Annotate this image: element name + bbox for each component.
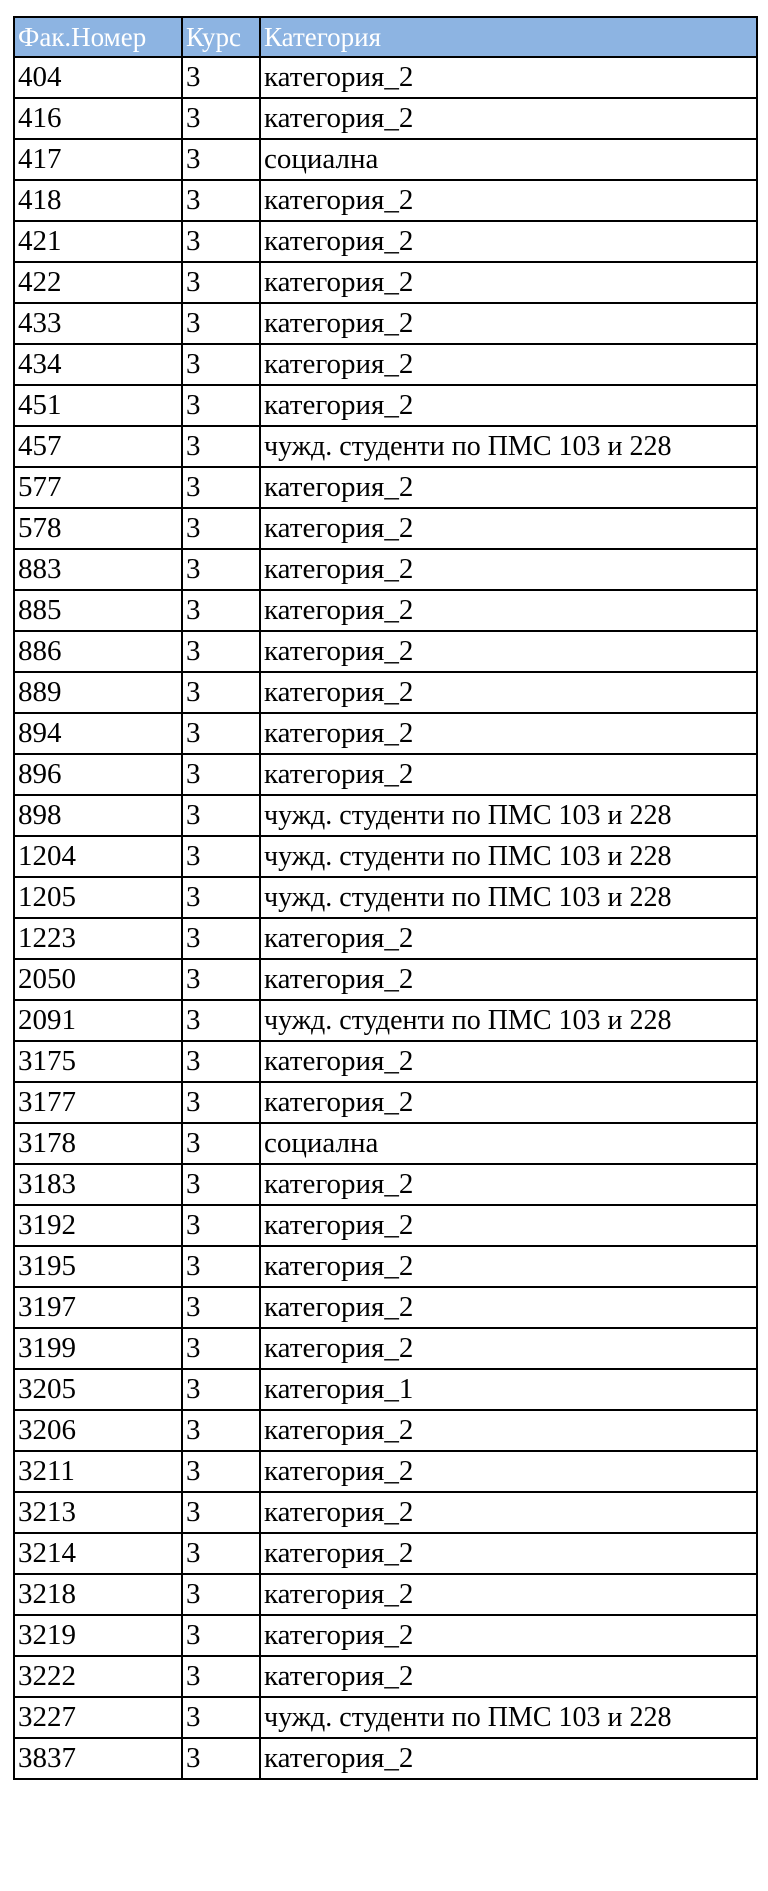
cell-course[interactable]: 3 — [182, 1369, 260, 1410]
cell-category[interactable]: категория_2 — [260, 1574, 757, 1615]
cell-course[interactable]: 3 — [182, 139, 260, 180]
cell-category[interactable]: категория_2 — [260, 467, 757, 508]
cell-category[interactable]: категория_2 — [260, 1328, 757, 1369]
cell-category[interactable]: социална — [260, 1123, 757, 1164]
cell-category[interactable]: социална — [260, 139, 757, 180]
cell-faculty-number[interactable]: 2091 — [14, 1000, 182, 1041]
cell-category[interactable]: категория_2 — [260, 1533, 757, 1574]
table-row — [14, 221, 757, 262]
table-row — [14, 754, 757, 795]
cell-faculty-number[interactable]: 3195 — [14, 1246, 182, 1287]
table-row — [14, 57, 757, 98]
cell-course[interactable]: 3 — [182, 57, 260, 98]
cell-faculty-number[interactable]: 883 — [14, 549, 182, 590]
table-row — [14, 1205, 757, 1246]
cell-faculty-number[interactable]: 404 — [14, 57, 182, 98]
table-row — [14, 1164, 757, 1205]
header-faculty-number[interactable]: Фак.Номер — [14, 17, 182, 57]
table-row — [14, 303, 757, 344]
cell-faculty-number[interactable]: 3219 — [14, 1615, 182, 1656]
cell-category[interactable]: категория_2 — [260, 590, 757, 631]
cell-course[interactable]: 3 — [182, 631, 260, 672]
cell-faculty-number[interactable]: 886 — [14, 631, 182, 672]
cell-category[interactable]: категория_2 — [260, 57, 757, 98]
cell-course[interactable]: 3 — [182, 98, 260, 139]
cell-faculty-number[interactable]: 3211 — [14, 1451, 182, 1492]
cell-category[interactable]: категория_2 — [260, 98, 757, 139]
cell-category[interactable]: чужд. студенти по ПМС 103 и 228 — [260, 1000, 757, 1041]
cell-course[interactable]: 3 — [182, 508, 260, 549]
cell-category[interactable]: категория_2 — [260, 1205, 757, 1246]
cell-course[interactable]: 3 — [182, 918, 260, 959]
table-row — [14, 795, 757, 836]
table-row — [14, 1492, 757, 1533]
cell-faculty-number[interactable]: 578 — [14, 508, 182, 549]
cell-category[interactable]: категория_2 — [260, 959, 757, 1000]
cell-course[interactable]: 3 — [182, 1410, 260, 1451]
cell-category[interactable]: категория_2 — [260, 1041, 757, 1082]
cell-faculty-number[interactable]: 3222 — [14, 1656, 182, 1697]
table-row — [14, 1410, 757, 1451]
student-category-table — [13, 16, 758, 1780]
cell-faculty-number[interactable]: 457 — [14, 426, 182, 467]
cell-faculty-number[interactable]: 1223 — [14, 918, 182, 959]
cell-faculty-number[interactable]: 1205 — [14, 877, 182, 918]
cell-faculty-number[interactable]: 3213 — [14, 1492, 182, 1533]
cell-category[interactable]: категория_2 — [260, 1164, 757, 1205]
cell-faculty-number[interactable]: 3178 — [14, 1123, 182, 1164]
cell-course[interactable]: 3 — [182, 1492, 260, 1533]
cell-category[interactable]: категория_2 — [260, 262, 757, 303]
cell-course[interactable]: 3 — [182, 549, 260, 590]
cell-faculty-number[interactable]: 1204 — [14, 836, 182, 877]
table-row — [14, 1533, 757, 1574]
table-row — [14, 180, 757, 221]
cell-category[interactable]: категория_2 — [260, 1738, 757, 1779]
table-row — [14, 959, 757, 1000]
cell-category[interactable]: категория_2 — [260, 1451, 757, 1492]
cell-category[interactable]: категория_2 — [260, 221, 757, 262]
cell-course[interactable]: 3 — [182, 672, 260, 713]
cell-category[interactable]: чужд. студенти по ПМС 103 и 228 — [260, 795, 757, 836]
cell-faculty-number[interactable]: 3227 — [14, 1697, 182, 1738]
table-row — [14, 1738, 757, 1779]
cell-faculty-number[interactable]: 3175 — [14, 1041, 182, 1082]
table-row — [14, 467, 757, 508]
cell-course[interactable]: 3 — [182, 1164, 260, 1205]
cell-course[interactable]: 3 — [182, 877, 260, 918]
cell-category[interactable]: категория_2 — [260, 918, 757, 959]
table-row — [14, 262, 757, 303]
cell-category[interactable]: чужд. студенти по ПМС 103 и 228 — [260, 877, 757, 918]
table-row — [14, 344, 757, 385]
cell-faculty-number[interactable]: 3199 — [14, 1328, 182, 1369]
cell-course[interactable]: 3 — [182, 795, 260, 836]
table-row — [14, 836, 757, 877]
cell-course[interactable]: 3 — [182, 1082, 260, 1123]
cell-faculty-number[interactable]: 416 — [14, 98, 182, 139]
cell-faculty-number[interactable]: 894 — [14, 713, 182, 754]
table-row — [14, 98, 757, 139]
cell-category[interactable]: категория_2 — [260, 1246, 757, 1287]
cell-faculty-number[interactable]: 3218 — [14, 1574, 182, 1615]
cell-faculty-number[interactable]: 421 — [14, 221, 182, 262]
header-row — [14, 17, 757, 57]
cell-course[interactable]: 3 — [182, 1574, 260, 1615]
table-row — [14, 590, 757, 631]
cell-category[interactable]: категория_2 — [260, 508, 757, 549]
table-row — [14, 877, 757, 918]
cell-category[interactable]: категория_2 — [260, 303, 757, 344]
cell-faculty-number[interactable]: 3214 — [14, 1533, 182, 1574]
cell-course[interactable]: 3 — [182, 426, 260, 467]
cell-faculty-number[interactable]: 3183 — [14, 1164, 182, 1205]
table-row — [14, 1574, 757, 1615]
cell-category[interactable]: категория_2 — [260, 344, 757, 385]
cell-faculty-number[interactable]: 3192 — [14, 1205, 182, 1246]
cell-category[interactable]: категория_2 — [260, 1410, 757, 1451]
cell-faculty-number[interactable]: 434 — [14, 344, 182, 385]
cell-course[interactable]: 3 — [182, 1533, 260, 1574]
cell-course[interactable]: 3 — [182, 1738, 260, 1779]
cell-course[interactable]: 3 — [182, 754, 260, 795]
cell-faculty-number[interactable]: 3206 — [14, 1410, 182, 1451]
cell-category[interactable]: категория_2 — [260, 549, 757, 590]
table-row — [14, 1369, 757, 1410]
cell-category[interactable]: категория_2 — [260, 1492, 757, 1533]
cell-course[interactable]: 3 — [182, 1287, 260, 1328]
cell-category[interactable]: категория_2 — [260, 1615, 757, 1656]
cell-category[interactable]: чужд. студенти по ПМС 103 и 228 — [260, 836, 757, 877]
cell-faculty-number[interactable]: 577 — [14, 467, 182, 508]
cell-category[interactable]: категория_2 — [260, 754, 757, 795]
table-header — [14, 17, 757, 57]
cell-course[interactable]: 3 — [182, 385, 260, 426]
cell-category[interactable]: категория_2 — [260, 1287, 757, 1328]
cell-course[interactable]: 3 — [182, 262, 260, 303]
table-row — [14, 713, 757, 754]
table-row — [14, 918, 757, 959]
cell-faculty-number[interactable]: 889 — [14, 672, 182, 713]
table-row — [14, 631, 757, 672]
cell-category[interactable]: категория_1 — [260, 1369, 757, 1410]
cell-course[interactable]: 3 — [182, 590, 260, 631]
header-category[interactable]: Категория — [260, 17, 757, 57]
cell-course[interactable]: 3 — [182, 959, 260, 1000]
table-row — [14, 549, 757, 590]
cell-faculty-number[interactable]: 885 — [14, 590, 182, 631]
table-row — [14, 1287, 757, 1328]
cell-course[interactable]: 3 — [182, 1246, 260, 1287]
cell-category[interactable]: категория_2 — [260, 180, 757, 221]
cell-faculty-number[interactable]: 433 — [14, 303, 182, 344]
header-course[interactable]: Курс — [182, 17, 260, 57]
table-row — [14, 1615, 757, 1656]
cell-faculty-number[interactable]: 3177 — [14, 1082, 182, 1123]
cell-course[interactable]: 3 — [182, 1000, 260, 1041]
cell-category[interactable]: категория_2 — [260, 1656, 757, 1697]
table-row — [14, 672, 757, 713]
cell-faculty-number[interactable]: 2050 — [14, 959, 182, 1000]
cell-course[interactable]: 3 — [182, 836, 260, 877]
cell-course[interactable]: 3 — [182, 303, 260, 344]
table-row — [14, 1246, 757, 1287]
cell-faculty-number[interactable]: 3837 — [14, 1738, 182, 1779]
cell-faculty-number[interactable]: 898 — [14, 795, 182, 836]
cell-course[interactable]: 3 — [182, 1697, 260, 1738]
cell-course[interactable]: 3 — [182, 467, 260, 508]
cell-category[interactable]: категория_2 — [260, 1082, 757, 1123]
cell-faculty-number[interactable]: 422 — [14, 262, 182, 303]
cell-faculty-number[interactable]: 417 — [14, 139, 182, 180]
cell-faculty-number[interactable]: 418 — [14, 180, 182, 221]
table-row — [14, 1082, 757, 1123]
table-row — [14, 426, 757, 467]
cell-course[interactable]: 3 — [182, 1041, 260, 1082]
cell-course[interactable]: 3 — [182, 1451, 260, 1492]
table-row — [14, 1328, 757, 1369]
cell-course[interactable]: 3 — [182, 713, 260, 754]
table-row — [14, 1123, 757, 1164]
table-row — [14, 1697, 757, 1738]
table-row — [14, 1656, 757, 1697]
cell-category[interactable]: категория_2 — [260, 385, 757, 426]
cell-course[interactable]: 3 — [182, 1123, 260, 1164]
cell-course[interactable]: 3 — [182, 344, 260, 385]
table-row — [14, 1451, 757, 1492]
cell-course[interactable]: 3 — [182, 1615, 260, 1656]
table-body — [14, 57, 757, 1779]
cell-course[interactable]: 3 — [182, 221, 260, 262]
cell-category[interactable]: категория_2 — [260, 631, 757, 672]
cell-course[interactable]: 3 — [182, 1328, 260, 1369]
cell-category[interactable]: категория_2 — [260, 672, 757, 713]
table-row — [14, 385, 757, 426]
cell-course[interactable]: 3 — [182, 180, 260, 221]
cell-course[interactable]: 3 — [182, 1205, 260, 1246]
cell-faculty-number[interactable]: 896 — [14, 754, 182, 795]
cell-faculty-number[interactable]: 451 — [14, 385, 182, 426]
cell-faculty-number[interactable]: 3197 — [14, 1287, 182, 1328]
cell-category[interactable]: чужд. студенти по ПМС 103 и 228 — [260, 1697, 757, 1738]
cell-category[interactable]: категория_2 — [260, 713, 757, 754]
table-row — [14, 1041, 757, 1082]
table-row — [14, 508, 757, 549]
cell-faculty-number[interactable]: 3205 — [14, 1369, 182, 1410]
table-row — [14, 139, 757, 180]
table-row — [14, 1000, 757, 1041]
cell-category[interactable]: чужд. студенти по ПМС 103 и 228 — [260, 426, 757, 467]
cell-course[interactable]: 3 — [182, 1656, 260, 1697]
